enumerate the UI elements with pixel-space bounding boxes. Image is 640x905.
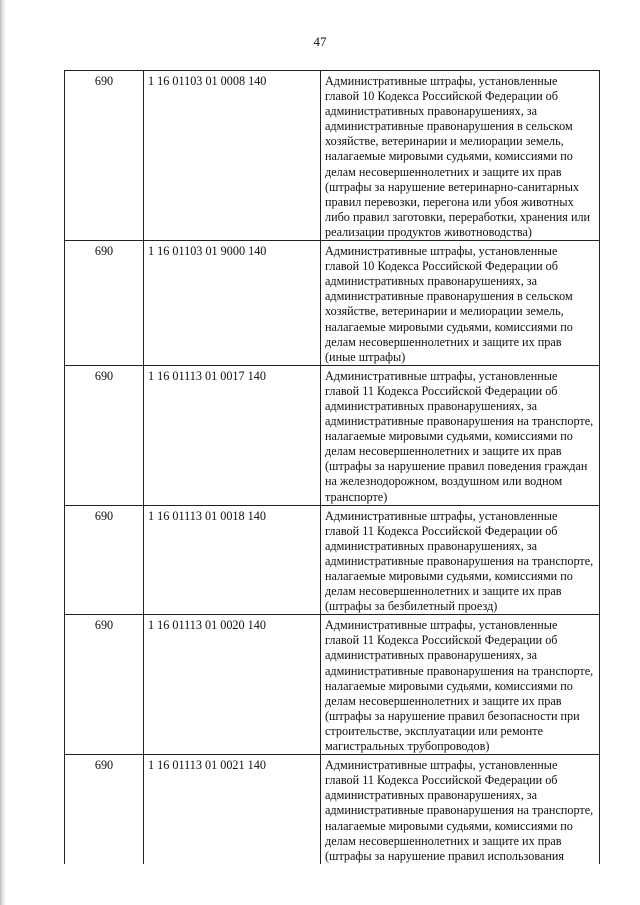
description-line: делам несовершеннолетних и защите их прав: [325, 584, 562, 599]
description-line: транспорте): [325, 489, 388, 504]
description-line: главой 11 Кодекса Российской Федерации об: [325, 773, 558, 788]
description-line: делам несовершеннолетних и защите их прав: [325, 444, 562, 459]
description-line: (штрафы за нарушение ветеринарно-санитарных: [325, 179, 580, 194]
description-line: либо правил заготовки, переработки, хранения или: [325, 209, 591, 224]
budget-code-cell: 1 16 01103 01 9000 140: [144, 241, 321, 366]
scan-edge: [0, 0, 6, 905]
description-line: делам несовершеннолетних и защите их прав: [325, 334, 562, 349]
budget-code-cell: 1 16 01113 01 0020 140: [144, 615, 321, 755]
description-line: административные правонарушения в сельском: [325, 289, 573, 304]
table-row: [65, 505, 600, 615]
description-cell: [321, 755, 600, 864]
description-line: налагаемые мировыми судьями, комиссиями по: [325, 569, 573, 583]
description-line: (иные штрафы): [325, 349, 406, 364]
description-line: административные правонарушения на транспорте,: [325, 553, 594, 568]
description-line: правил перевозки, перегона или убоя животных: [325, 194, 574, 209]
description-line: административные правонарушения в сельском: [325, 119, 573, 134]
budget-code-cell: 1 16 01103 01 0008 140: [144, 71, 321, 241]
budget-code-cell: 1 16 01113 01 0017 140: [144, 365, 321, 505]
table-row: [65, 365, 600, 505]
description-line: главой 10 Кодекса Российской Федерации об: [325, 259, 558, 274]
description-line: налагаемые мировыми судьями, комиссиями по: [325, 818, 573, 833]
budget-code-cell: 1 16 01113 01 0021 140: [144, 755, 321, 864]
description-line: главой 10 Кодекса Российской Федерации об: [325, 89, 558, 104]
description-line: налагаемые мировыми судьями, комиссиями по: [325, 319, 573, 334]
table-row: [65, 241, 600, 366]
description-line: Административные штрафы, установленные: [325, 74, 558, 88]
description-line: (штрафы за нарушение правил использования: [325, 848, 565, 863]
budget-code-cell: 1 16 01113 01 0018 140: [144, 505, 321, 615]
description-line: главой 11 Кодекса Российской Федерации об: [325, 383, 558, 398]
table-row: [65, 71, 600, 241]
table-body: [65, 71, 600, 864]
table-row: [65, 615, 600, 755]
description-line: магистральных трубопроводов): [325, 739, 490, 754]
description-line: делам несовершеннолетних и защите их прав: [325, 833, 562, 848]
description-line: административных правонарушениях, за: [325, 398, 538, 413]
description-line: административных правонарушениях, за: [325, 274, 538, 289]
description-line: административных правонарушениях, за: [325, 648, 538, 663]
description-line: (штрафы за нарушение правил безопасности при: [325, 708, 580, 723]
description-line: Административные штрафы, установленные: [325, 758, 558, 773]
admin-code-cell: 690: [65, 71, 144, 241]
description-line: Административные штрафы, установленные: [325, 368, 558, 383]
description-line: хозяйстве, ветеринарии и мелиорации земель,: [325, 304, 564, 319]
description-cell: [321, 615, 600, 755]
admin-code-cell: 690: [65, 505, 144, 615]
description-line: административные правонарушения на транспорте,: [325, 414, 594, 429]
description-line: строительстве, эксплуатации или ремонте: [325, 723, 544, 738]
description-line: административные правонарушения на транспорте,: [325, 663, 594, 678]
admin-code-cell: 690: [65, 755, 144, 864]
page-number: 47: [313, 34, 327, 49]
description-line: административные правонарушения на транспорте,: [325, 803, 594, 818]
admin-code-cell: 690: [65, 241, 144, 366]
admin-code-cell: 690: [65, 615, 144, 755]
description-line: Административные штрафы, установленные: [325, 244, 558, 259]
description-line: главой 11 Кодекса Российской Федерации об: [325, 633, 558, 648]
description-line: (штрафы за нарушение правил поведения граждан: [325, 459, 588, 474]
description-line: налагаемые мировыми судьями, комиссиями по: [325, 678, 573, 693]
description-line: Административные штрафы, установленные: [325, 508, 558, 523]
description-line: делам несовершеннолетних и защите их прав: [325, 693, 562, 708]
description-cell: [321, 71, 600, 241]
description-line: хозяйстве, ветеринарии и мелиорации земель,: [325, 134, 564, 149]
description-line: административных правонарушениях, за: [325, 104, 538, 119]
description-line: главой 11 Кодекса Российской Федерации об: [325, 523, 558, 538]
description-line: Административные штрафы, установленные: [325, 618, 558, 633]
admin-code-cell: 690: [65, 365, 144, 505]
budget-codes-table: [64, 70, 600, 864]
description-line: налагаемые мировыми судьями, комиссиями по: [325, 149, 573, 164]
description-line: реализации продуктов животноводства): [325, 224, 532, 239]
description-line: делам несовершеннолетних и защите их прав: [325, 164, 562, 179]
description-line: налагаемые мировыми судьями, комиссиями по: [325, 429, 573, 444]
description-line: (штрафы за безбилетный проезд): [325, 599, 498, 614]
description-line: административных правонарушениях, за: [325, 538, 538, 553]
description-line: на железнодорожном, воздушном или водном: [325, 474, 563, 489]
description-cell: [321, 505, 600, 615]
description-line: административных правонарушениях, за: [325, 788, 538, 803]
description-cell: [321, 365, 600, 505]
table-row: [65, 755, 600, 864]
description-cell: [321, 241, 600, 366]
